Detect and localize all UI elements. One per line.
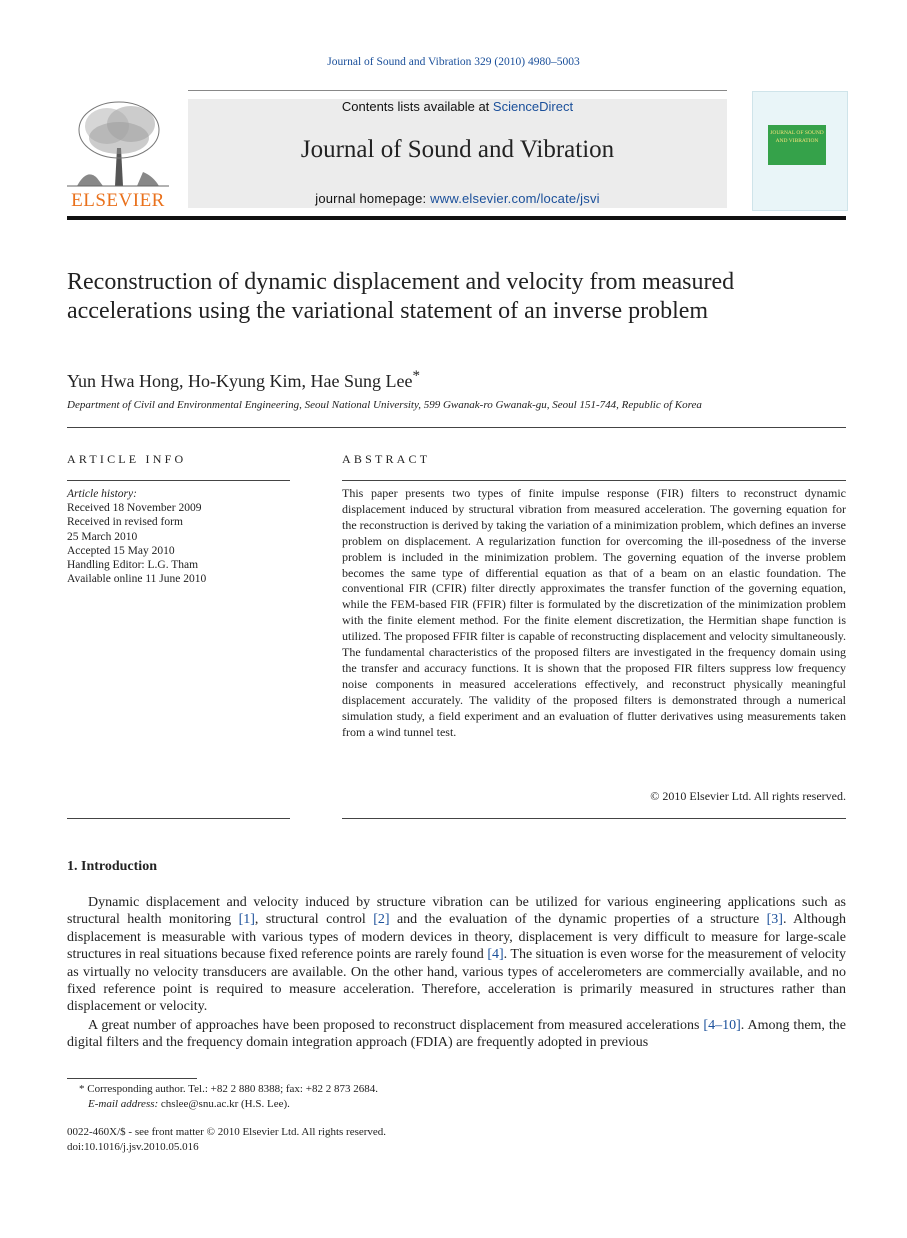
history-item: Received in revised form	[67, 516, 183, 529]
journal-reference[interactable]: Journal of Sound and Vibration 329 (2010) 4980–5003	[327, 56, 580, 68]
citation-link[interactable]: [2]	[373, 912, 390, 928]
cover-title-block: JOURNAL OF SOUND AND VIBRATION	[768, 125, 826, 165]
history-item: Available online 11 June 2010	[67, 573, 207, 586]
authors-names: Yun Hwa Hong, Ho-Kyung Kim, Hae Sung Lee	[67, 371, 413, 391]
abstract-rule-bottom	[342, 818, 846, 819]
para-text: A great number of approaches have been proposed to reconstruct displacement from measured accelerations	[88, 1018, 704, 1033]
homepage-prefix: journal homepage:	[315, 191, 431, 206]
citation-link[interactable]: [4]	[487, 947, 504, 963]
journal-cover-thumbnail	[752, 91, 848, 211]
affiliation: Department of Civil and Environmental Engineering, Seoul National University, 599 Gwanak-ro Gwanak-gu, Seoul 151-744, Republic of Korea	[67, 399, 702, 411]
history-item: Accepted 15 May 2010	[67, 544, 175, 557]
intro-paragraph-1	[67, 894, 846, 1016]
homepage-line	[188, 191, 727, 206]
para-text: Dynamic displacement and velocity induced by structure vibration can be utilized for various engineering applications such as structural health monitoring	[67, 895, 846, 928]
header-thick-rule	[67, 216, 846, 220]
abstract-rule-top	[342, 480, 846, 481]
citation-link[interactable]: [3]	[766, 912, 783, 928]
history-label: Article history:	[67, 488, 137, 500]
para-text: , structural control	[254, 912, 374, 928]
doi[interactable]: doi:10.1016/j.jsv.2010.05.016	[67, 1141, 199, 1153]
abstract-heading: ABSTRACT	[342, 452, 431, 466]
article-history	[67, 487, 297, 586]
corresponding-author-footnote: * Corresponding author. Tel.: +82 2 880 8388; fax: +82 2 873 2684.	[79, 1083, 378, 1095]
header-top-rule	[188, 90, 727, 91]
author-list	[67, 368, 420, 392]
sciencedirect-link[interactable]: ScienceDirect	[492, 99, 574, 114]
article-info-heading: ARTICLE INFO	[67, 452, 187, 466]
email-address[interactable]: chslee@snu.ac.kr (H.S. Lee).	[158, 1098, 290, 1110]
publisher-wordmark: ELSEVIER	[71, 190, 165, 211]
para-text: . Although displacement is measurable with various types of modern devices in theory, displacement is very difficult to measure for large-scale structures in real situations because fixed reference points are rarely found	[67, 912, 847, 963]
article-info-rule-top	[67, 480, 290, 481]
homepage-link[interactable]: www.elsevier.com/locate/jsvi	[430, 191, 600, 206]
para-text: and the evaluation of the dynamic properties of a structure	[389, 912, 767, 928]
journal-title: Journal of Sound and Vibration	[300, 136, 615, 163]
history-item: 25 March 2010	[67, 530, 138, 543]
article-info-rule-bottom	[67, 818, 290, 819]
para-text: . The situation is even worse for the measurement of velocity as virtually no velocity transducers are available. On the other hand, various types of accelerometers are commercially available, and no fixed reference point is required to measure acceleration. Therefore, acceleration is primarily measured in structures rather than displacement or velocity.	[67, 947, 846, 1015]
history-item: Handling Editor: L.G. Tham	[67, 559, 199, 572]
abstract-text: This paper presents two types of finite impulse response (FIR) filters to reconstruct dynamic displacement induced by structural vibration from measured acceleration. The governing equation for the reconstruction is derived by taking the variation of a minimization problem, which defines an inverse problem on displacement. A regularization function for overcoming the ill-posedness of the inverse problem is included in the minimization problem. The governing equation of the inverse problem becomes the same type of differential equation as that of a beam on an elastic foundation. The conventional FIR (CFIR) filter directly approximates the transfer function of the governing equation, while the FEM-based FIR (FFIR) filter is formulated by the discretization of the minimization problem with the finite element method. For the finite element discretization, the Hermitian shape function is utilized. The proposed FFIR filter is capable of reconstructing displacement and velocity simultaneously. The fundamental characteristics of the proposed filters are investigated in the frequency domain using the transfer and accuracy functions. It is shown that the proposed FIR filters suppress low frequency noise components in measured accelerations effectively, and reconstruct physically meaningful displacement accurately. The validity of the proposed filters is demonstrated through a numerical simulation study, a field experiment and an evaluation of flutter derivatives using measurements taken from a wind tunnel test.	[342, 486, 846, 739]
history-item: Received 18 November 2009	[67, 502, 202, 515]
intro-paragraph-2	[67, 1017, 846, 1052]
section-heading-introduction: 1. Introduction	[67, 859, 157, 874]
article-title: Reconstruction of dynamic displacement and velocity from measured accelerations using the variational statement of an inverse problem	[67, 269, 735, 324]
contents-prefix: Contents lists available at	[341, 99, 493, 114]
email-footnote	[88, 1098, 290, 1110]
tree-icon	[67, 98, 169, 190]
footnote-rule	[67, 1078, 197, 1079]
citation-link[interactable]: [4–10]	[703, 1018, 741, 1033]
affiliation-rule	[67, 427, 846, 428]
corresponding-author-mark[interactable]: *	[412, 368, 420, 384]
citation-link[interactable]: [1]	[238, 912, 255, 928]
para-text: . Among them, the digital filters and the frequency domain integration approach (FDIA) are frequently adopted in previous	[67, 1018, 846, 1051]
email-label: E-mail address:	[88, 1098, 159, 1110]
abstract-copyright: © 2010 Elsevier Ltd. All rights reserved.	[650, 789, 846, 803]
front-matter-notice: 0022-460X/$ - see front matter © 2010 Elsevier Ltd. All rights reserved.	[67, 1126, 387, 1138]
contents-line	[188, 99, 727, 114]
